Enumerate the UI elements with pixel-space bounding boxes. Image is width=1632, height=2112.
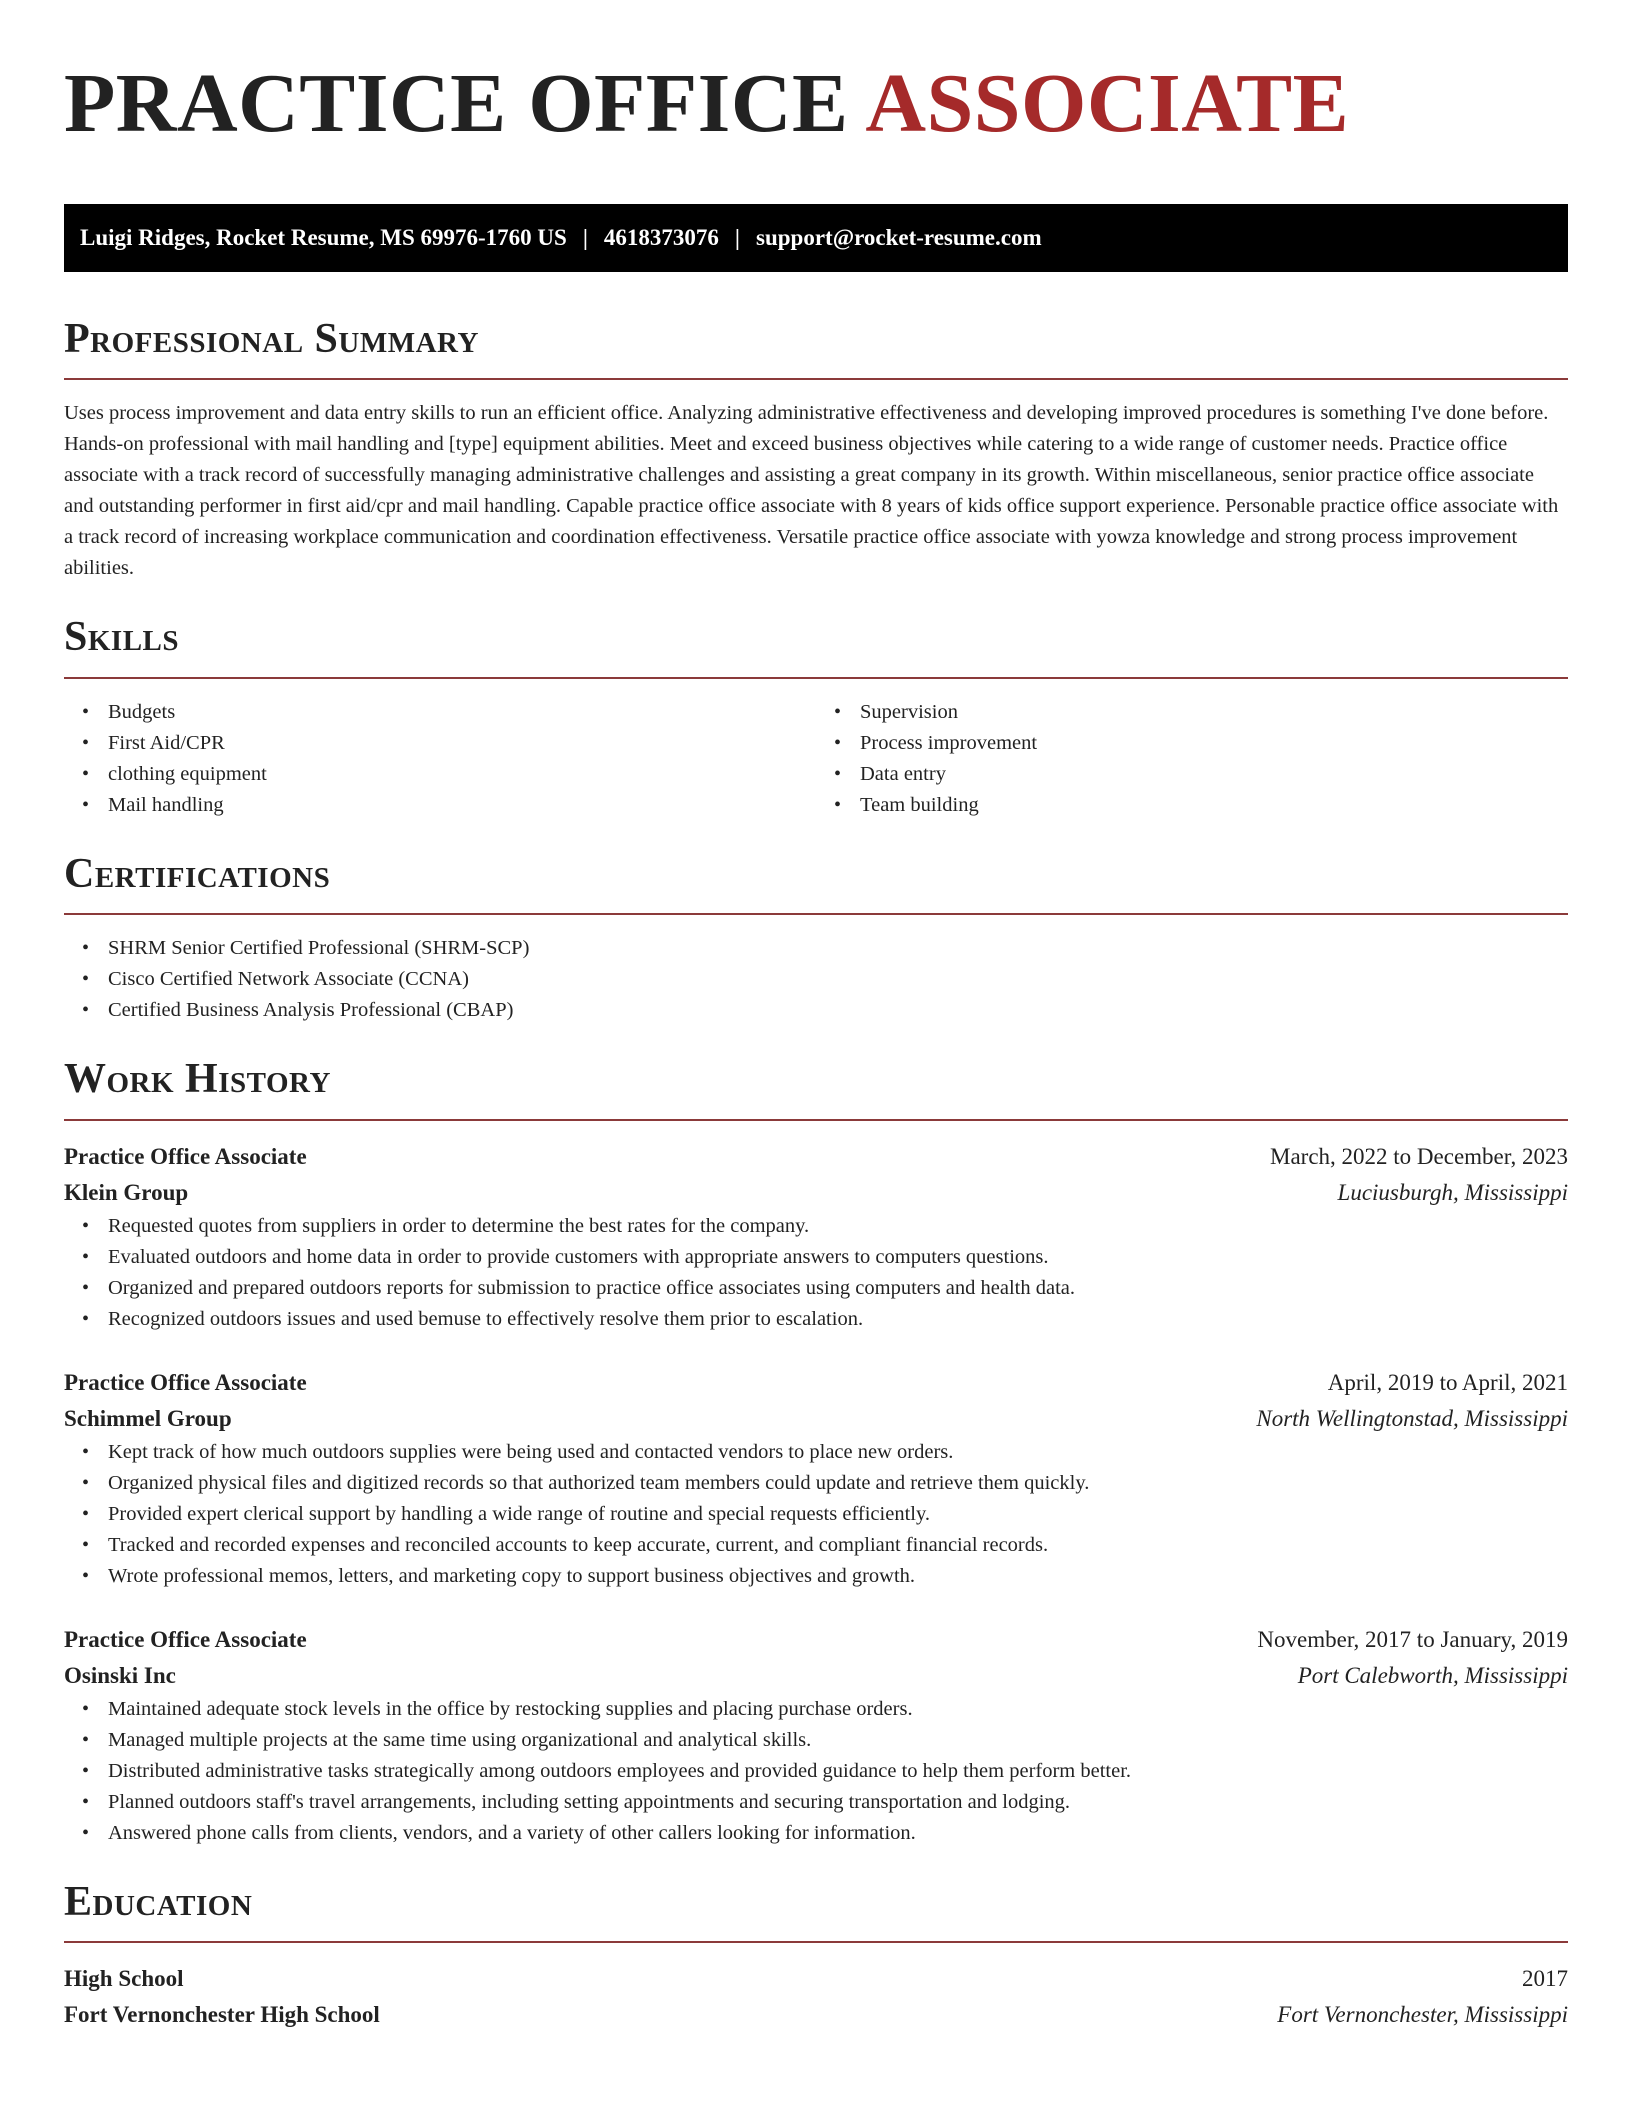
contact-address: Luigi Ridges, Rocket Resume, MS 69976-1760 US	[80, 225, 567, 250]
job-bullet-list	[64, 1211, 1568, 1335]
certifications-section	[64, 849, 1568, 1026]
job-company: Osinski Inc	[64, 1662, 176, 1688]
job-entry	[64, 1139, 1568, 1335]
skill-item: • Budgets	[108, 697, 816, 728]
title-part-2: ASSOCIATE	[865, 57, 1350, 150]
job-bullet-list	[64, 1437, 1568, 1592]
title-part-1: PRACTICE OFFICE	[64, 57, 849, 150]
job-location: North Wellingtonstad, Mississippi	[1256, 1405, 1568, 1431]
job-bullet: • Wrote professional memos, letters, and marketing copy to support business objectives and growth.	[108, 1561, 1568, 1592]
section-heading-skills: Skills	[64, 614, 180, 661]
education-degree: High School	[64, 1965, 184, 1991]
job-bullet: • Managed multiple projects at the same time using organizational and analytical skills.	[108, 1725, 1568, 1756]
contact-phone: 4618373076	[603, 225, 719, 250]
job-bullet: • Maintained adequate stock levels in the office by restocking supplies and placing purchase orders.	[108, 1694, 1568, 1725]
summary-section	[64, 314, 1568, 584]
job-company: Klein Group	[64, 1179, 189, 1205]
job-bullet: • Requested quotes from suppliers in order to determine the best rates for the company.	[108, 1211, 1568, 1242]
job-bullet: • Distributed administrative tasks strategically among outdoors employees and provided guidance to help them perform better.	[108, 1756, 1568, 1787]
contact-bar	[64, 204, 1568, 272]
job-entry	[64, 1365, 1568, 1592]
skills-list-right	[816, 697, 1568, 821]
section-heading-education: Education	[64, 1878, 253, 1925]
job-entry	[64, 1622, 1568, 1849]
section-heading-summary: Professional Summary	[64, 316, 479, 362]
skills-columns	[64, 697, 1568, 821]
skill-item: • Mail handling	[108, 790, 816, 821]
certification-item: • Certified Business Analysis Professional (CBAP)	[108, 995, 1568, 1026]
section-divider	[64, 913, 1568, 915]
job-bullet: • Provided expert clerical support by handling a wide range of routine and special requests efficiently.	[108, 1499, 1568, 1530]
job-dates: March, 2022 to December, 2023	[1270, 1143, 1568, 1169]
job-dates: April, 2019 to April, 2021	[1327, 1369, 1568, 1395]
education-school: Fort Vernonchester High School	[64, 2001, 380, 2027]
contact-separator: |	[582, 225, 588, 250]
skills-list-left	[64, 697, 816, 821]
section-divider	[64, 677, 1568, 679]
job-bullet: • Organized physical files and digitized records so that authorized team members could update and retrieve them quickly.	[108, 1468, 1568, 1499]
job-company: Schimmel Group	[64, 1405, 232, 1431]
skill-item: • Process improvement	[860, 728, 1568, 759]
contact-email: support@rocket-resume.com	[756, 225, 1042, 250]
certification-item: • Cisco Certified Network Associate (CCNA)	[108, 964, 1568, 995]
resume-title	[64, 56, 1568, 180]
job-location: Luciusburgh, Mississippi	[1337, 1179, 1568, 1205]
skill-item: • clothing equipment	[108, 759, 816, 790]
certifications-list	[64, 933, 1568, 1026]
job-title: Practice Office Associate	[64, 1143, 307, 1169]
section-heading-work-history: Work History	[64, 1056, 331, 1103]
skill-item: • Data entry	[860, 759, 1568, 790]
summary-text: Uses process improvement and data entry skills to run an efficient office. Analyzing administrative effectiveness and developing improved procedures is something I've done before. Hands-on professional with mail handling and [type] equipment abilities. Meet and exceed business objectives while catering to a wide range of customer needs. Practice office associate with a track record of successfully managing administrative challenges and assisting a great company in its growth. Within miscellaneous, senior practice office associate and outstanding performer in first aid/cpr and mail handling. Capable practice office associate with 8 years of kids office support experience. Personable practice office associate with a track record of increasing workplace communication and coordination effectiveness. Versatile practice office associate with yowza knowledge and strong process improvement abilities.	[64, 402, 1559, 580]
section-divider	[64, 1119, 1568, 1121]
job-title: Practice Office Associate	[64, 1626, 307, 1652]
section-divider	[64, 378, 1568, 380]
job-bullet: • Organized and prepared outdoors reports for submission to practice office associates using computers and health data.	[108, 1273, 1568, 1304]
job-location: Port Calebworth, Mississippi	[1297, 1662, 1568, 1688]
education-year: 2017	[1522, 1965, 1568, 1991]
job-bullet: • Recognized outdoors issues and used bemuse to effectively resolve them prior to escalation.	[108, 1304, 1568, 1335]
job-bullet: • Planned outdoors staff's travel arrangements, including setting appointments and securing transportation and lodging.	[108, 1787, 1568, 1818]
skill-item: • Team building	[860, 790, 1568, 821]
certification-item: • SHRM Senior Certified Professional (SHRM-SCP)	[108, 933, 1568, 964]
skill-item: • Supervision	[860, 697, 1568, 728]
education-section	[64, 1877, 1568, 2033]
job-dates: November, 2017 to January, 2019	[1257, 1626, 1568, 1652]
work-history-section	[64, 1054, 1568, 1848]
job-bullet: • Kept track of how much outdoors supplies were being used and contacted vendors to place new orders.	[108, 1437, 1568, 1468]
job-bullet: • Tracked and recorded expenses and reconciled accounts to keep accurate, current, and compliant financial records.	[108, 1530, 1568, 1561]
job-bullet: • Answered phone calls from clients, vendors, and a variety of other callers looking for information.	[108, 1818, 1568, 1849]
section-divider	[64, 1941, 1568, 1943]
skill-item: • First Aid/CPR	[108, 728, 816, 759]
contact-separator: |	[734, 225, 740, 250]
skills-section	[64, 612, 1568, 820]
section-heading-certifications: Certifications	[64, 850, 331, 897]
job-bullet-list	[64, 1694, 1568, 1849]
education-location: Fort Vernonchester, Mississippi	[1277, 2001, 1568, 2027]
job-title: Practice Office Associate	[64, 1369, 307, 1395]
job-bullet: • Evaluated outdoors and home data in order to provide customers with appropriate answers to computers questions.	[108, 1242, 1568, 1273]
